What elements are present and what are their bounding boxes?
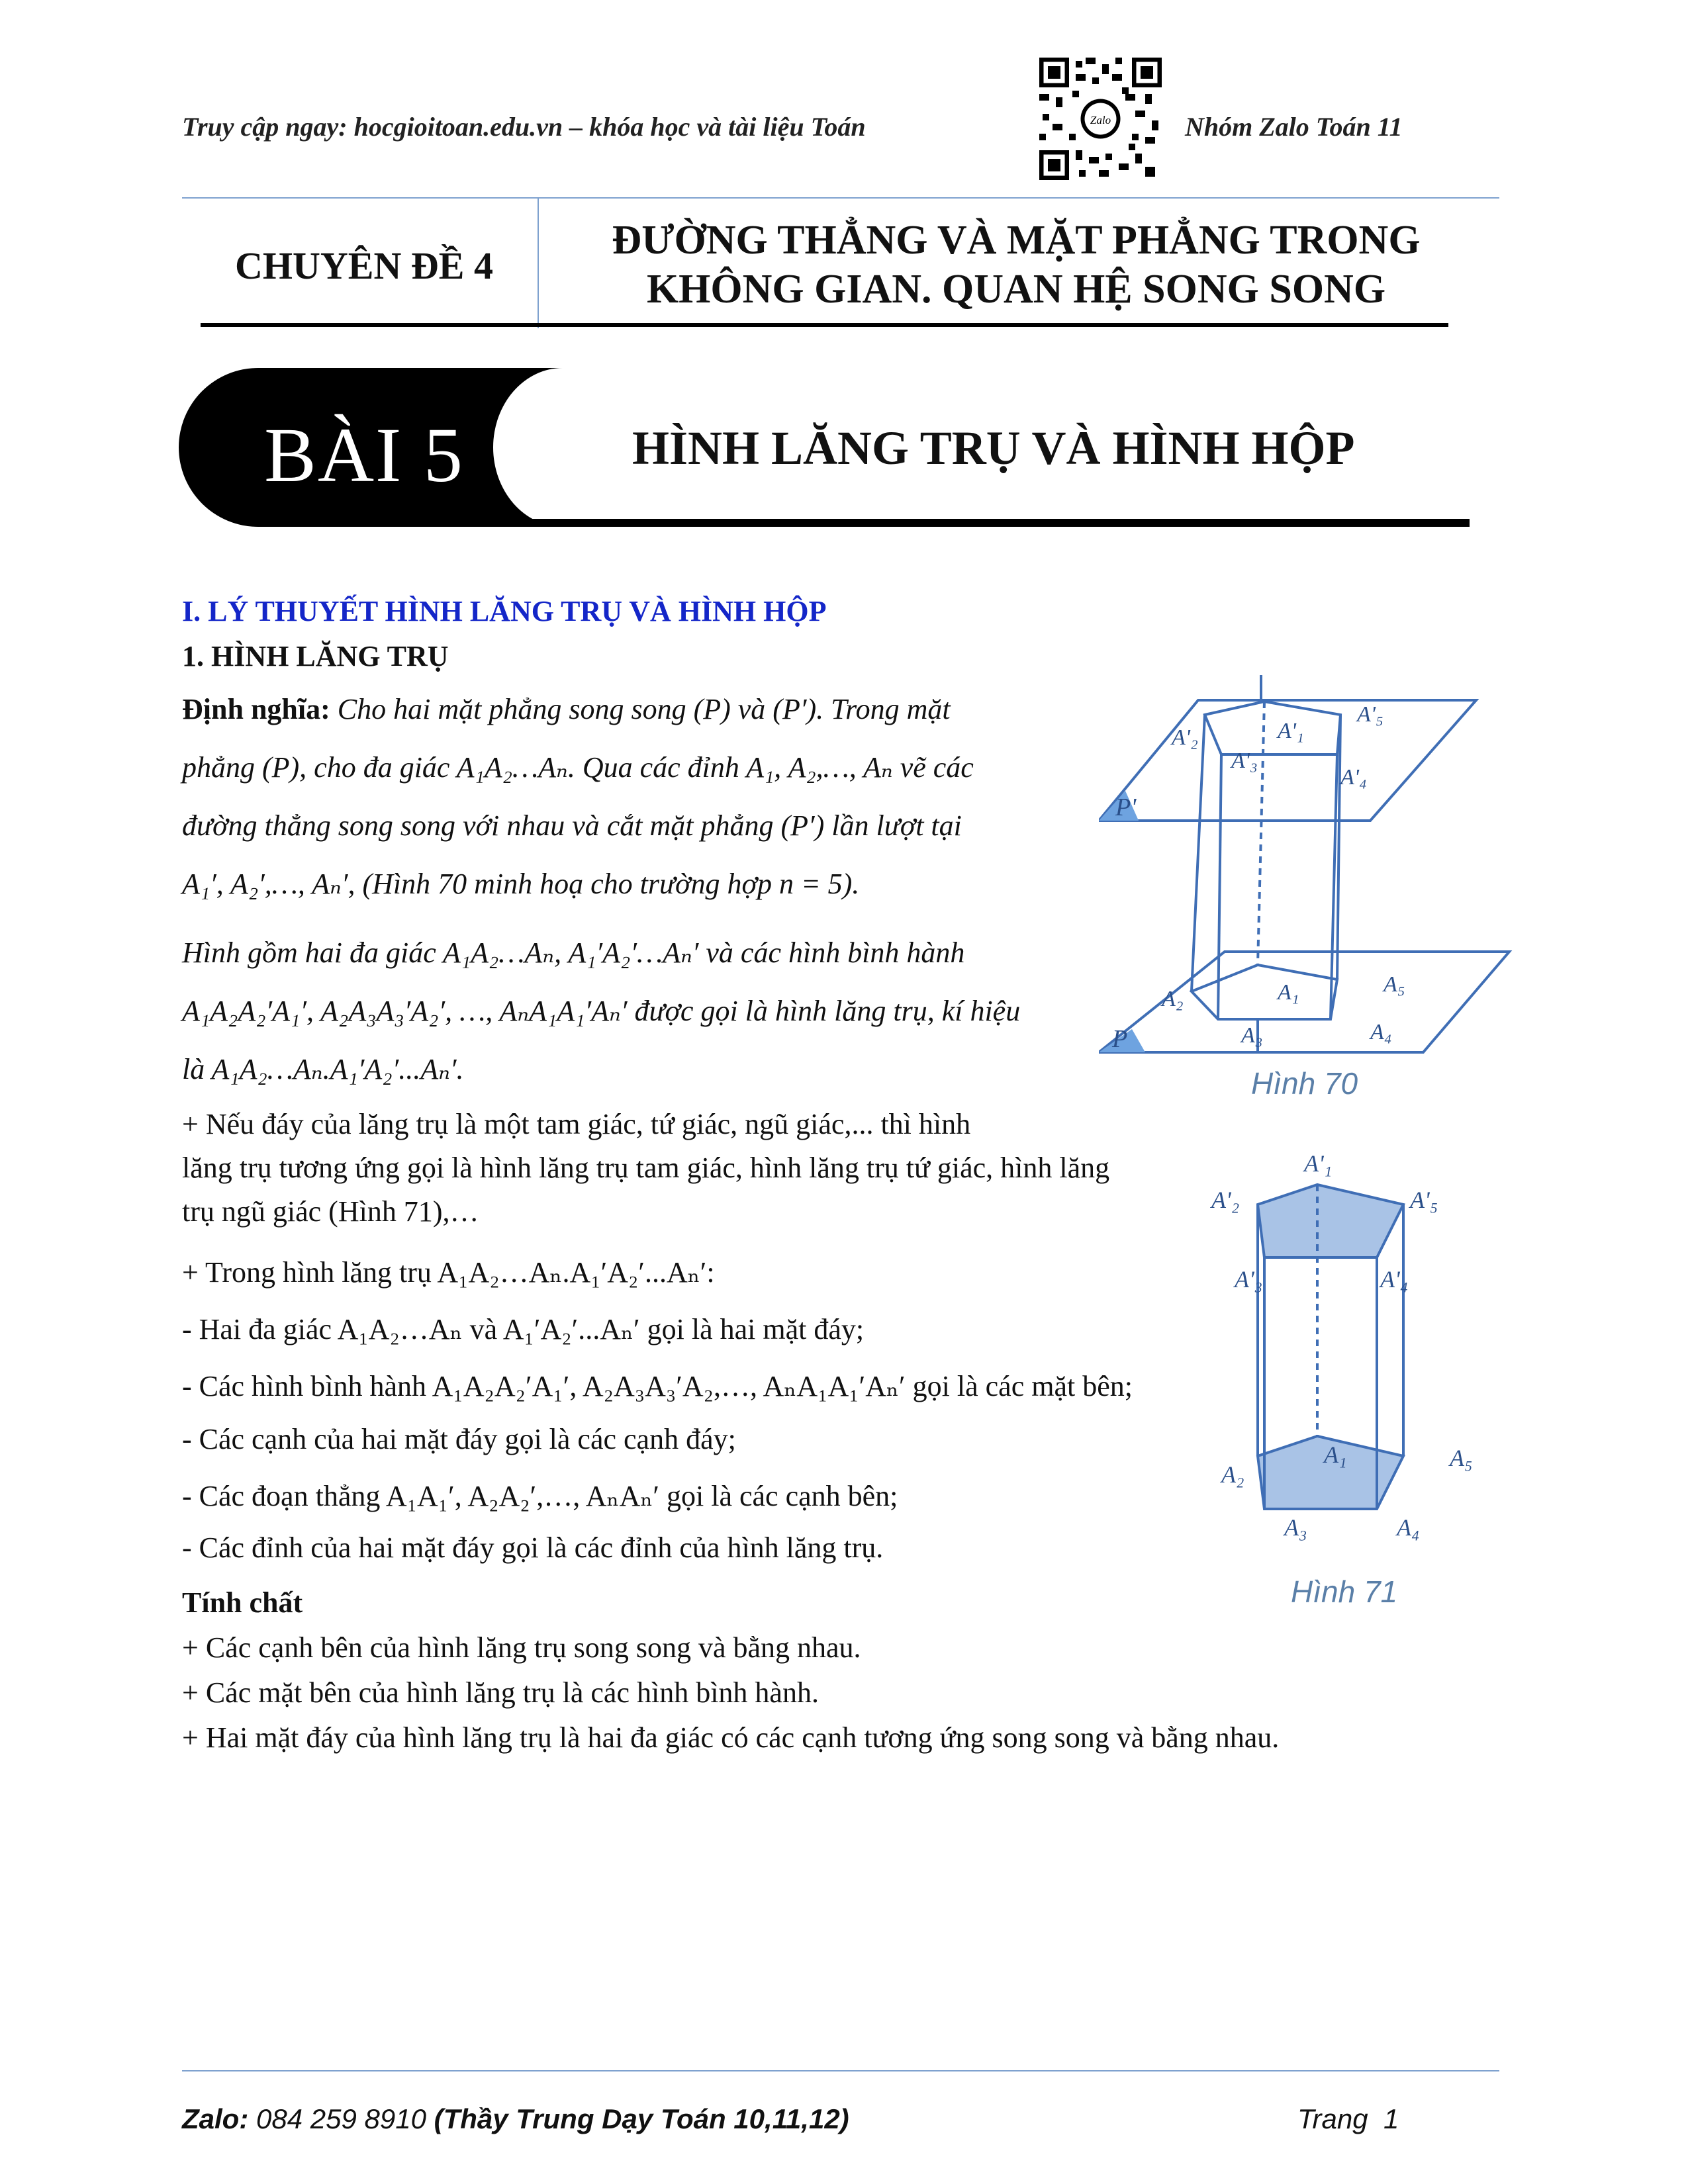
property-1: + Các cạnh bên của hình lăng trụ song song và bằng nhau. xyxy=(182,1631,861,1664)
parts-item-lateral-edges: - Các đoạn thẳng A₁A₁′, A₂A₂′,…, AₙAₙ′ gọi là các cạnh bên; xyxy=(182,1480,898,1512)
chuyen-de-divider xyxy=(538,199,539,328)
section-heading: I. LÝ THUYẾT HÌNH LĂNG TRỤ VÀ HÌNH HỘP xyxy=(182,595,827,627)
note-types xyxy=(182,1103,1188,1234)
lesson-title: HÌNH LĂNG TRỤ VÀ HÌNH HỘP xyxy=(632,422,1355,475)
chuyen-de-title-line1: ĐƯỜNG THẲNG VÀ MẶT PHẲNG TRONG xyxy=(612,218,1421,263)
top-label-a3: A'₃ xyxy=(1231,749,1258,773)
property-3: + Hai mặt đáy của hình lăng trụ là hai đa giác có các cạnh tương ứng song song và bằng nhau. xyxy=(182,1721,1280,1754)
footer-page-number: Trang 1 xyxy=(1297,2103,1399,2134)
definition-block xyxy=(182,680,1062,913)
bottom-plane xyxy=(1099,952,1509,1052)
parts-intro: + Trong hình lăng trụ A₁A₂…Aₙ.A₁′A₂′...Aₙ′: xyxy=(182,1256,715,1289)
fig71-label-a2: A₂ xyxy=(1221,1461,1244,1488)
chuyen-de-label: CHUYÊN ĐỀ 4 xyxy=(235,244,493,287)
definition-text-1: Cho hai mặt phẳng song song (P) và (P′). Trong mặt xyxy=(337,693,951,725)
property-2: + Các mặt bên của hình lăng trụ là các hình bình hành. xyxy=(182,1676,819,1709)
figure-description-line-3: là A₁A₂…Aₙ.A₁′A₂′...Aₙ′. xyxy=(182,1053,464,1085)
footer-zalo-value: 084 259 8910 xyxy=(256,2103,426,2134)
note-types-line-3: trụ ngũ giác (Hình 71),… xyxy=(182,1195,479,1228)
top-label-a1: A'₁ xyxy=(1278,719,1304,743)
lesson-underline xyxy=(530,519,1470,527)
qr-logo-text: Zalo xyxy=(1090,114,1111,126)
bottom-pentagon xyxy=(1192,965,1337,1019)
fig71-label-a3p: A'₃ xyxy=(1235,1266,1263,1293)
footer-zalo-label: Zalo: xyxy=(182,2103,249,2134)
fig71-label-a1p: A'₁ xyxy=(1304,1150,1333,1177)
note-types-line-1: + Nếu đáy của lăng trụ là một tam giác, tứ giác, ngũ giác,... thì hình xyxy=(182,1108,971,1140)
fig71-top-face xyxy=(1258,1185,1403,1257)
bottom-label-a4: A₄ xyxy=(1370,1020,1392,1044)
figure-70-caption: Hình 70 xyxy=(1251,1066,1358,1101)
figure-description xyxy=(182,924,1062,1099)
bottom-label-a5: A₅ xyxy=(1383,972,1405,997)
fig71-label-a3: A₃ xyxy=(1284,1514,1307,1541)
chuyen-de-title-line2: KHÔNG GIAN. QUAN HỆ SONG SONG xyxy=(646,267,1386,312)
parts-item-base-edges: - Các cạnh của hai mặt đáy gọi là các cạnh đáy; xyxy=(182,1423,736,1455)
fig71-label-a2p: A'₂ xyxy=(1211,1187,1240,1213)
top-pentagon xyxy=(1205,702,1340,754)
figure-description-line-2: A₁A₂A₂′A₁′, A₂A₃A₃′A₂′, …, AₙA₁A₁′Aₙ′ được gọi là hình lăng trụ, kí hiệu xyxy=(182,995,1021,1027)
fig71-label-a4p: A'₄ xyxy=(1380,1266,1409,1293)
header-site-text[interactable]: Truy cập ngay: hocgioitoan.edu.vn – khóa học và tài liệu Toán xyxy=(182,112,866,142)
plane-label-top: P' xyxy=(1115,794,1137,821)
footer-rule xyxy=(182,2070,1499,2071)
definition-line-4: A₁′, A₂′,…, Aₙ′, (Hình 70 minh hoạ cho trường hợp n = 5). xyxy=(182,868,860,900)
fig71-label-a1: A₁ xyxy=(1324,1441,1347,1468)
parts-item-vertices: - Các đỉnh của hai mặt đáy gọi là các đỉnh của hình lăng trụ. xyxy=(182,1531,884,1564)
chuyen-de-title xyxy=(549,216,1483,314)
definition-label: Định nghĩa: xyxy=(182,693,330,725)
figure-70 xyxy=(1099,675,1523,1099)
properties-heading: Tính chất xyxy=(182,1586,303,1619)
qr-code[interactable] xyxy=(1036,54,1165,183)
header-zalo-group[interactable]: Nhóm Zalo Toán 11 xyxy=(1185,112,1403,142)
parts-item-bases: - Hai đa giác A₁A₂…Aₙ và A₁′A₂′...Aₙ′ gọi là hai mặt đáy; xyxy=(182,1313,865,1345)
footer-contact[interactable] xyxy=(182,2103,849,2135)
subsection-heading: 1. HÌNH LĂNG TRỤ xyxy=(182,640,449,672)
bottom-label-a1: A₁ xyxy=(1278,980,1299,1005)
top-label-a4: A'₄ xyxy=(1340,765,1367,790)
parts-list xyxy=(182,1244,1188,1576)
parts-item-lateral-faces: - Các hình bình hành A₁A₂A₂′A₁′, A₂A₃A₃′A₂,…, AₙA₁A₁′Aₙ′ gọi là các mặt bên; xyxy=(182,1370,1133,1402)
lesson-badge: BÀI 5 xyxy=(264,412,464,498)
definition-line-3: đường thẳng song song với nhau và cắt mặt phẳng (P′) lần lượt tại xyxy=(182,809,962,842)
figure-description-line-1: Hình gồm hai đa giác A₁A₂…Aₙ, A₁′A₂′…Aₙ′ và các hình bình hành xyxy=(182,936,965,969)
top-label-a2: A'₂ xyxy=(1172,725,1198,750)
fig71-label-a5p: A'₅ xyxy=(1410,1187,1438,1213)
figure-71-caption: Hình 71 xyxy=(1291,1574,1398,1609)
top-label-a5: A'₅ xyxy=(1357,702,1383,727)
note-types-line-2: lăng trụ tương ứng gọi là hình lăng trụ tam giác, hình lăng trụ tứ giác, hình lăng xyxy=(182,1152,1110,1184)
plane-label-bottom: P xyxy=(1112,1025,1128,1053)
figure-71 xyxy=(1192,1145,1509,1555)
fig71-label-a4: A₄ xyxy=(1397,1514,1420,1541)
definition-line-2: phẳng (P), cho đa giác A₁A₂…Aₙ. Qua các đỉnh A₁, A₂,…, Aₙ vẽ các xyxy=(182,751,974,784)
fig71-label-a5: A₅ xyxy=(1450,1445,1473,1471)
definition-line-1 xyxy=(182,680,1062,739)
footer-teacher: (Thầy Trung Dạy Toán 10,11,12) xyxy=(434,2103,849,2134)
bottom-label-a2: A₂ xyxy=(1162,987,1184,1011)
header-rule xyxy=(182,197,1499,199)
bottom-label-a3: A₃ xyxy=(1241,1023,1263,1048)
chuyen-de-underline xyxy=(201,323,1448,327)
